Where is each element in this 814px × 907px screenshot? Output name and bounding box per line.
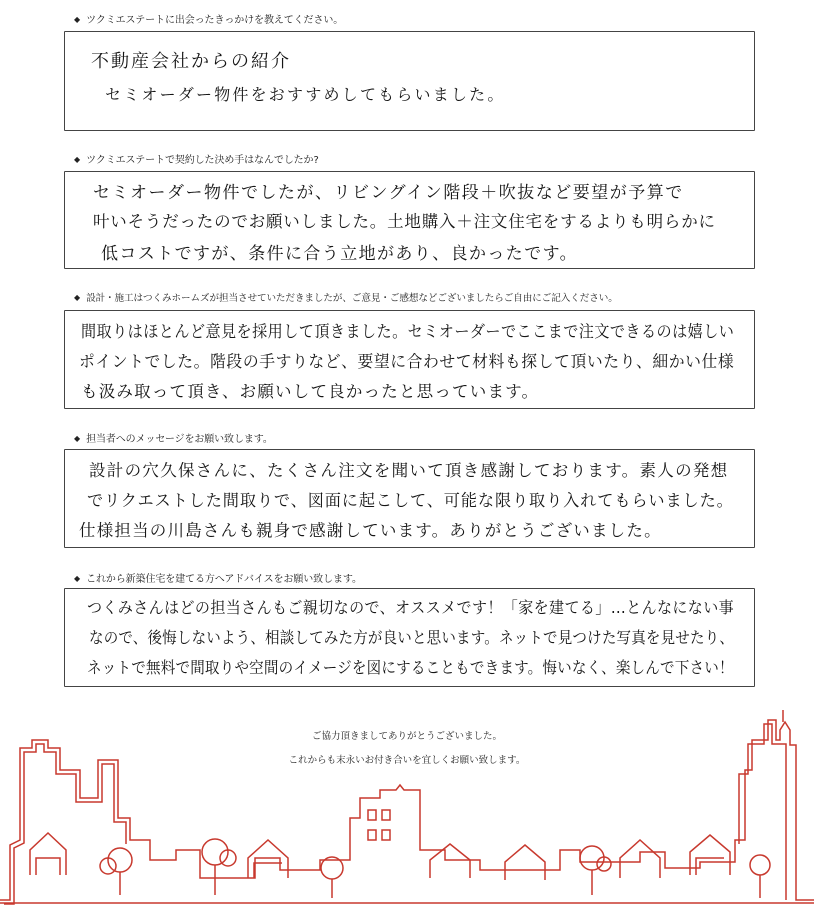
- answer-box-1: [64, 31, 755, 131]
- skyline-outline: [0, 720, 814, 900]
- answer-2-line-1: セミオーダー物件でしたが、リビングイン階段＋吹抜など要望が予算で: [93, 183, 684, 203]
- question-1: ◆ ツクミエステートに出会ったきっかけを教えてください。: [74, 15, 344, 26]
- answer-box-5: [64, 588, 755, 687]
- answer-2-line-2: 叶いそうだったのでお願いしました。土地購入＋注文住宅をするよりも明らかに: [93, 212, 716, 231]
- answer-4-line-2: でリクエストした間取りで、図面に起こして、可能な限り取り入れてもらいました。: [87, 491, 734, 510]
- answer-1-line-2: セミオーダー物件をおすすめしてもらいました。: [105, 85, 506, 104]
- diamond-bullet-icon: ◆: [74, 15, 81, 24]
- answer-3-line-3: も汲み取って頂き、お願いして良かったと思っています。: [81, 382, 540, 401]
- answer-4-line-3: 仕様担当の川島さんも親身で感謝しています。ありがとうございました。: [79, 521, 662, 540]
- answer-4-line-1: 設計の穴久保さんに、たくさん注文を聞いて頂き感謝しております。素人の発想: [89, 461, 729, 480]
- question-5: ◆ これから新築住宅を建てる方へアドバイスをお願い致します。: [74, 574, 362, 585]
- answer-2-line-3: 低コストですが、条件に合う立地があり、良かったです。: [101, 244, 579, 264]
- answer-box-4: [64, 449, 755, 548]
- answer-box-3: [64, 310, 755, 409]
- answer-5-line-3: ネットで無料で間取りや空間のイメージを図にすることもできます。悔いなく、楽しんで下さい！: [87, 658, 734, 677]
- thanks-line-2: これからも末永いお付き合いを宜しくお願い致します。: [288, 755, 526, 766]
- answer-5-line-1: つくみさんはどの担当さんもご親切なので、オススメです！「家を建てる」…とんなにない事: [87, 598, 735, 617]
- question-2: ◆ ツクミエステートで契約した決め手はなんでしたか?: [74, 155, 319, 166]
- tree-5: [750, 855, 770, 875]
- answer-box-2: [64, 171, 755, 269]
- diamond-bullet-icon: ◆: [74, 293, 81, 302]
- diamond-bullet-icon: ◆: [74, 574, 81, 583]
- answer-5-line-2: なので、後悔しないよう、相談してみた方が良いと思います。ネットで見つけた写真を見せたり、: [89, 628, 735, 647]
- question-4: ◆ 担当者へのメッセージをお願い致します。: [74, 434, 273, 445]
- question-3: ◆ 設計・施工はつくみホームズが担当させていただきましたが、ご意見・ご感想などございましたらご自由にご記入ください。: [74, 293, 618, 304]
- diamond-bullet-icon: ◆: [74, 155, 81, 164]
- answer-1-line-1: 不動産会社からの紹介: [91, 51, 291, 72]
- skyline-inner-right: [739, 724, 786, 900]
- diamond-bullet-icon: ◆: [74, 434, 81, 443]
- tree-1: [108, 848, 132, 872]
- house-4: [505, 845, 545, 880]
- answer-3-line-2: ポイントでした。階段の手すりなど、要望に合わせて材料も探して頂いたり、細かい仕様: [79, 352, 735, 371]
- skyline-inner: [4, 744, 126, 904]
- house-3: [430, 844, 470, 878]
- thanks-line-1: ご協力頂きましてありがとうございました。: [311, 731, 502, 742]
- answer-3-line-1: 間取りはほとんど意見を採用して頂きました。セミオーダーでここまで注文できるのは嬉しい: [81, 322, 735, 341]
- tree-2: [202, 839, 228, 865]
- city-skyline-illustration: [0, 700, 814, 907]
